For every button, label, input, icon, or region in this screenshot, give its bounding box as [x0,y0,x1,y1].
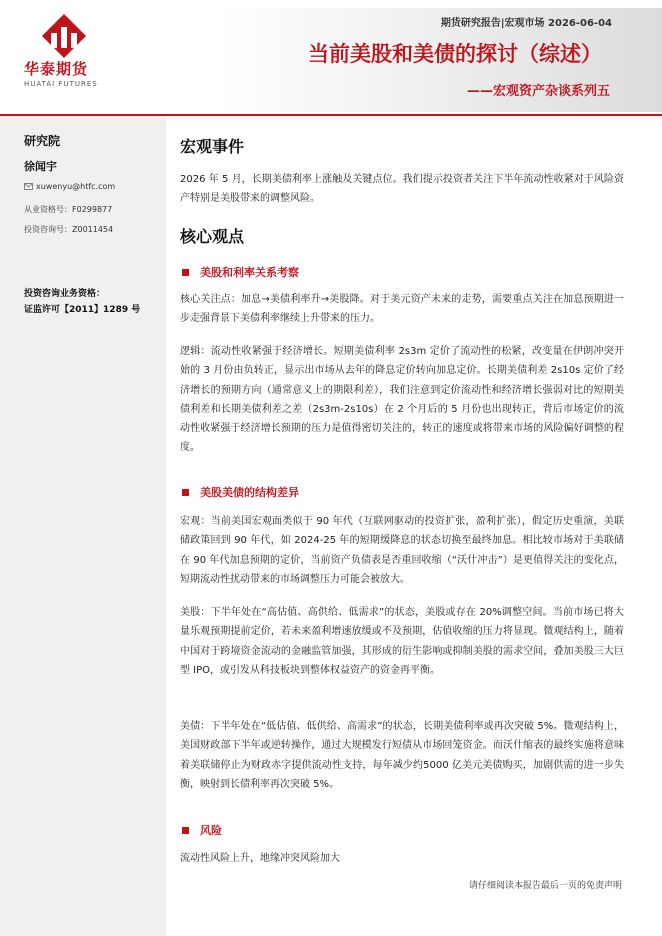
logo-name-en: HUATAI FUTURES [24,80,98,88]
license-value: 证监许可【2011】1289 号 [24,305,141,315]
section-bullet-icon [182,269,189,276]
heading-macro-event: 宏观事件 [180,137,245,156]
report-header [0,0,662,118]
logo-name-cn: 华泰期货 [24,60,89,78]
heading-structure-label: 美股美债的结构差异 [200,486,299,499]
section-bullet-icon [182,489,189,496]
heading-core-view: 核心观点 [180,227,245,246]
mail-icon [24,183,33,190]
heading-relation [182,264,299,280]
footer-disclaimer: 请仔细阅读本报告最后一页的免责声明 [468,881,622,891]
qualification-number: 从业资格号：F0299877 [24,205,113,214]
heading-relation-label: 美股和利率关系考察 [200,266,299,279]
risk-text: 流动性风险上升，地缘冲突风险加大 [180,853,340,864]
author-email[interactable]: xuwenyu@htfc.com [36,182,116,191]
sidebar-author-info [0,116,166,936]
heading-risk [182,822,222,838]
heading-risk-label: 风险 [200,824,222,837]
relation-paragraph-2: 逻辑：流动性收紧强于经济增长。短期美债利率 2s3m 定价了流动性的松紧，改变量在伊朗冲突开始的 3 月份由负转正，显示出市场从去年的降息定价转向加息定价。长期美债利差 2s10s 定价了经济增长的预期方向（通常意义上的期限利差），我们注意到定价流动性和经济增长强弱对比的短期美债利差和长期美债利差之差（2s3m-2s10s）在 2 个月后的 5 月份也出现转正，背后市场定价的流动性收紧强于经济增长预期的压力是值得密切关注的，转正的速度或将带来市场的风险偏好调整的程度。 [180,346,624,454]
structure-paragraph-bonds: 美债：下半年处在“低估值、低供给、高需求”的状态，长期美债利率或再次突破 5%。微观结构上，美国财政部下半年或逆转操作，通过大规模发行短债从市场回笼资金。而沃什缩表的最终实施将意味着美联储停止为财政赤字提供流动性支持，每年减少约5000 亿美元美债购买，加剧供需的进一步失衡，映射到长债利率再次突破 5%。 [180,721,624,790]
macro-event-text: 2026 年 5 月，长期美债利率上涨触及关键点位。我们提示投资者关注下半年流动性收紧对于风险资产特别是美股带来的调整风险。 [180,174,624,205]
structure-paragraph-macro: 宏观：当前美国宏观面类似于 90 年代（互联网驱动的投资扩张，盈利扩张），假定历史重演，美联储政策回到 90 年代，如 2024-25 年的短期缓降息的状态切换至最终加息。相比较市场对于美联储在 90 年代加息预期的定价，当前资产负债表是否重回收缩（“沃什冲击”）是更值得关注的变化点，短期流动性扰动带来的市场调整压力可能会被放大。 [180,516,624,585]
section-bullet-icon [182,827,189,834]
department-label: 研究院 [24,134,61,148]
consulting-number: 投资咨询号：Z0011454 [24,225,114,234]
report-title: 当前美股和美债的探讨（综述） [308,42,602,66]
author-email-row [24,182,115,191]
report-subtitle: ——宏观资产杂谈系列五 [466,84,610,99]
heading-structure [182,484,299,500]
license-label: 投资咨询业务资格： [24,289,106,299]
author-name: 徐闻宇 [24,160,57,173]
relation-paragraph-1: 核心关注点：加息→美债利率升→美股降。对于美元资产未来的走势，需要重点关注在加息预期进一步走强背景下美债利率继续上升带来的压力。 [180,294,624,325]
report-type-date: 期货研究报告|宏观市场 2026-06-04 [440,18,612,29]
structure-paragraph-stocks: 美股：下半年处在“高估值、高供给、低需求”的状态，美股或存在 20%调整空间。当前市场已将大量乐观预期提前定价，若未来盈利增速放缓或不及预期，估值收缩的压力将显现。微观结构上，随着中国对于跨境资金流动的金融监管加强，其形成的衍生影响或抑制美股的需求空间，叠加美股三大巨型 IPO，或引发从科技板块到整体权益资产的资金再平衡。 [180,607,624,676]
